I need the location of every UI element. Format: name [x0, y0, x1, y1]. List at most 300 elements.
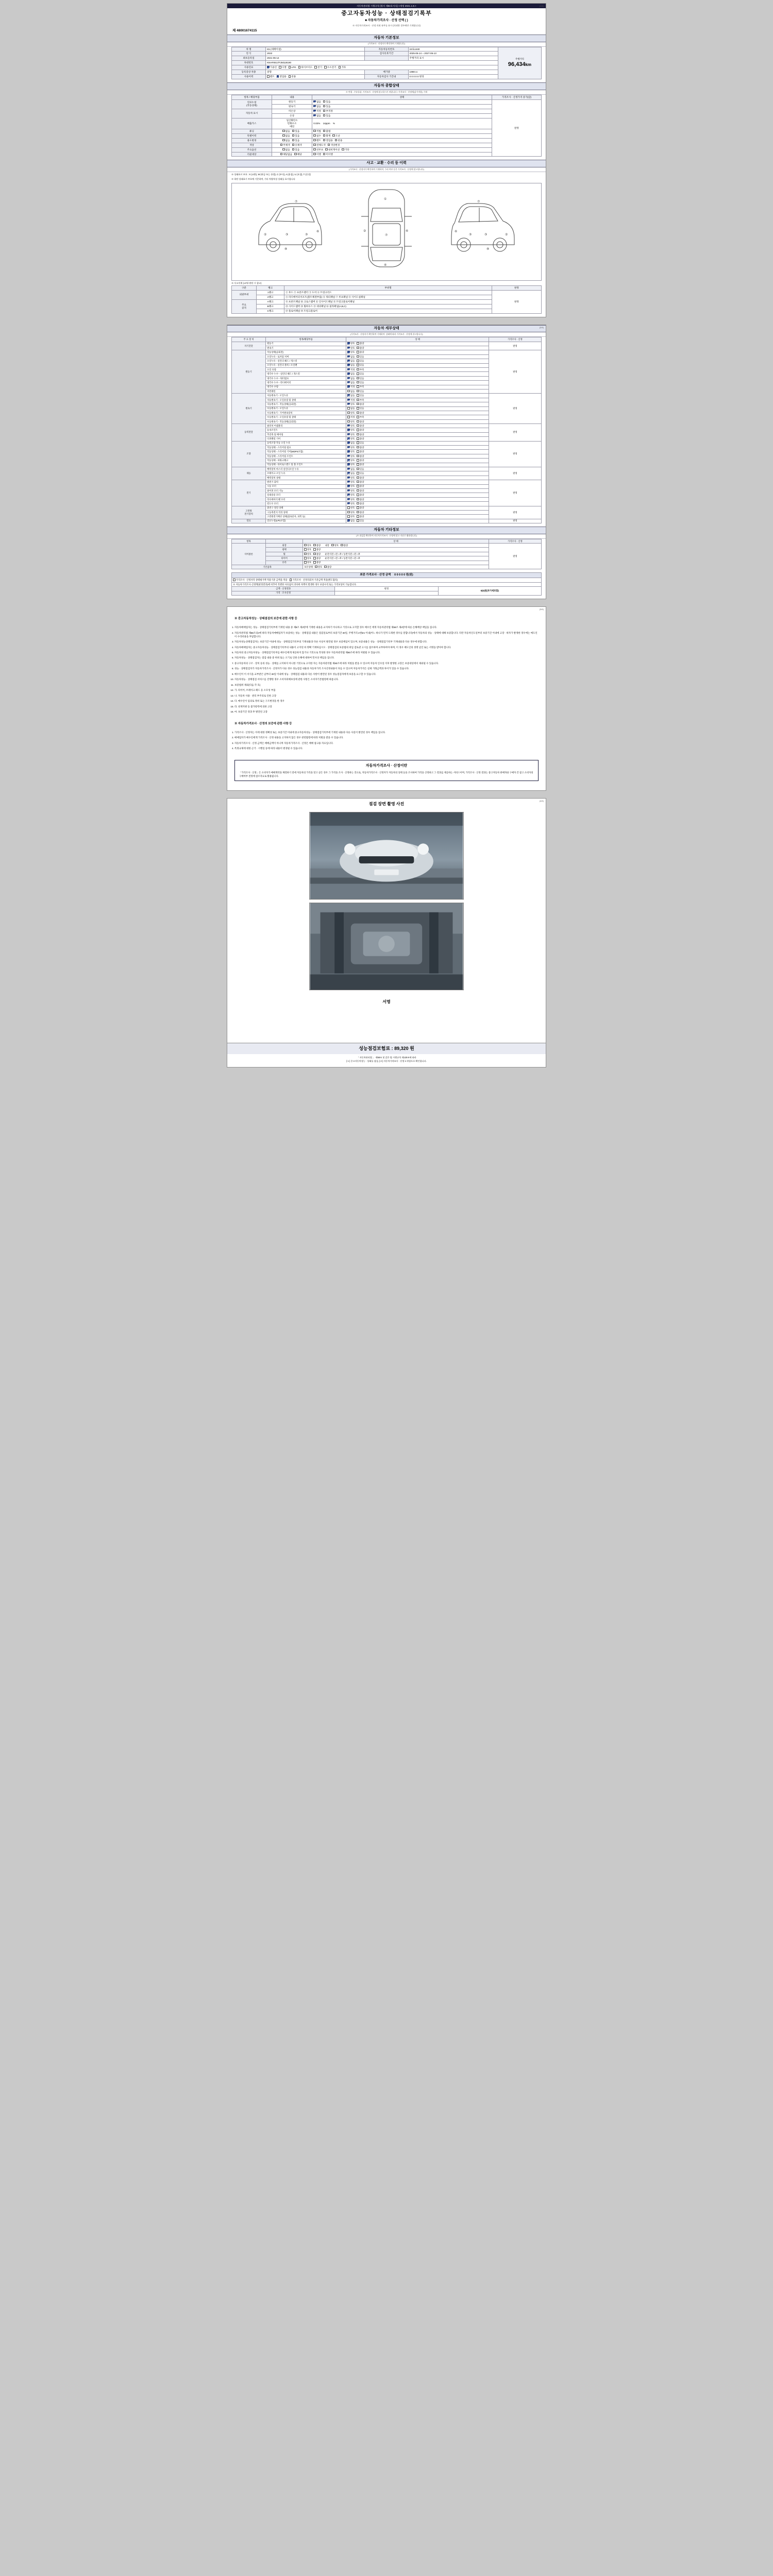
checkbox-icon[interactable] [357, 477, 359, 479]
basic-value-5: 중형 [266, 70, 365, 75]
detail-state[interactable]: 적정 부족 [346, 415, 489, 419]
detail-state[interactable]: 양호 불량 [346, 506, 489, 510]
checkbox-icon[interactable] [292, 134, 295, 137]
overall-row-1-opt-0[interactable]: 적정 부적정 [312, 109, 492, 113]
checkbox-icon[interactable] [357, 433, 359, 436]
svg-text:③: ③ [484, 233, 488, 237]
etc-row-5-k: 기본품목 [232, 565, 303, 569]
checkbox-checked-icon[interactable] [267, 66, 270, 69]
checkbox-icon[interactable] [280, 144, 283, 146]
notice-list-2 [227, 728, 546, 756]
checkbox-icon[interactable] [347, 412, 350, 414]
overall-row-0-opt-1[interactable]: 없음 있음 [312, 104, 492, 109]
checkbox-icon[interactable] [357, 468, 359, 470]
detail-state[interactable]: 없음 있음 [346, 376, 489, 380]
checkbox-icon[interactable] [339, 66, 341, 69]
inspection-photo-front[interactable] [309, 812, 464, 900]
checkbox-checked-icon[interactable] [347, 360, 350, 362]
checkbox-icon[interactable] [357, 399, 359, 401]
checkbox-icon[interactable] [233, 579, 236, 581]
car-side-left-diagram [249, 189, 327, 266]
checkbox-checked-icon[interactable] [347, 459, 350, 462]
detail-group-label: 고전원 전기장치 [232, 506, 266, 519]
detail-item-label: 동력조향 작동 오일 누유 [266, 441, 346, 445]
checkbox-icon[interactable] [357, 425, 359, 427]
detail-state[interactable]: 양호 불량 [346, 437, 489, 441]
basic-label2-6: 자동차검사 기간내 [365, 75, 408, 79]
section-accident-title: 사고 · 교환 · 수리 등 이력 [227, 160, 546, 167]
checkbox-icon[interactable] [282, 139, 285, 142]
detail-item-label: 자동변속기 - 오일유량 및 상태 [266, 398, 346, 402]
basic-label-1: 연 식 [232, 52, 266, 56]
detail-state[interactable]: 양호 불량 [346, 454, 489, 458]
signature-title: 서명 [382, 999, 391, 1005]
mileage-cell [498, 47, 541, 79]
checkbox-icon[interactable] [357, 351, 359, 353]
checkbox-icon[interactable] [357, 347, 359, 349]
frame-head-part: 구분 [232, 285, 257, 290]
overall-row-4-opts[interactable]: 침수 화재 도난 [312, 133, 492, 138]
checkbox-checked-icon[interactable] [347, 385, 350, 388]
checkbox-icon[interactable] [279, 66, 281, 69]
detail-state[interactable]: 적정 부족 [346, 398, 489, 402]
overall-row-5-item[interactable]: 없음 있음 [272, 138, 312, 143]
checkbox-checked-icon[interactable] [347, 433, 350, 436]
document-subtitle: ■ 자동차가격조사 · 산정 선택 ( ) [365, 19, 408, 22]
etc-row-3-v[interactable]: 양호 불량 운전석전 □전 □후 / 동반석전 □전 □후 [303, 556, 489, 561]
price-definition-body: 「가격조사 · 산정」은 소비자가 매매계약을 체결하기 전에 자동차의 가격을 알고 싶은 경우 그 가격을 조사 · 산정하는 것으로, 자동차가격조사 · 산정자가 자동차의 상태 등을 조사하여 가격을 산정하고 그 결과를 제공하는 서비스이며, 가격조사 · 산정 결과는 중고자동차 판매자와 구매자 간 참고 소비자의 구매여부 결정에 참조자료로 활용됩니다. [239, 771, 533, 777]
table-row [232, 519, 542, 523]
detail-group-label: 연료 [232, 519, 266, 523]
checkbox-icon[interactable] [323, 134, 326, 137]
frame-row-0-txt[interactable]: ① 후드 ② 프론트펜더 ③ 도어 ④ 트렁크리드 [284, 290, 492, 295]
form-legal-strip: 자동차관리법 시행규칙 [별지 제82호서식] <개정 2021.1.8.> [227, 4, 546, 8]
checkbox-checked-icon[interactable] [347, 494, 350, 496]
notice-item: 14. 다. 매수인이 임의로 정비 또는 구조변경을 한 경우 [234, 700, 539, 703]
detail-state[interactable]: 양호 불량 [346, 428, 489, 432]
basic-value2-6: 0 0 0 0 0 변경 [408, 75, 498, 79]
checkbox-icon[interactable] [292, 144, 295, 146]
checkbox-icon[interactable] [357, 494, 359, 496]
detail-state[interactable]: 양호 불량 [346, 480, 489, 484]
signature-area[interactable] [227, 1007, 546, 1043]
overall-row-1-item-0: 미손상 [272, 109, 312, 113]
frame-row-2-txt[interactable]: ⑨ 프론트패널 ⑩ 크로스멤버 ⑪ 인사이드패널 ⑫ 트렁크플로어패널 [284, 299, 492, 304]
checkbox-icon[interactable] [357, 463, 359, 466]
frame-head-rank: 랭크 [257, 285, 284, 290]
checkbox-icon[interactable] [267, 75, 270, 78]
frame-row-4-lv: C랭크 [257, 309, 284, 313]
checkbox-checked-icon[interactable] [347, 472, 350, 474]
detail-item-label: 냉각수 누수 - 라디에이터 [266, 381, 346, 385]
checkbox-icon[interactable] [342, 148, 344, 151]
table-row [232, 70, 542, 75]
detail-state[interactable]: 양호 불량 [346, 346, 489, 350]
price-row-1-v [335, 591, 438, 595]
svg-text:②: ② [505, 233, 508, 237]
photo-underbody-svg [310, 903, 463, 990]
checkbox-icon[interactable] [357, 381, 359, 384]
detail-state[interactable]: 없음 있음 [346, 519, 489, 523]
detail-state[interactable]: 양호 불량 [346, 502, 489, 506]
checkbox-icon[interactable] [347, 515, 350, 518]
section-basic-title: 자동차 기본정보 [227, 35, 546, 42]
table-row [232, 47, 542, 52]
frame-row-0-k: 외판부위 [232, 290, 257, 299]
detail-state[interactable]: 없음 있음 [346, 372, 489, 376]
notice-item: 1. 자동차매매업자는 성능 · 상태점검기록부에 기재된 내용 중 제8조 제3항에 기재한 내용을 교지하기 아니하고 거짓으로 고지할 경우 매수인 에게 자동차관리법 제58조 제4항에 따른 손해배상 책임을 집니다. [234, 626, 539, 630]
checkbox-icon[interactable] [357, 519, 359, 522]
notice-item: 16. 마. 보증기간 경과 후 발견된 고장 [234, 710, 539, 714]
basic-value-3: KNAF8S17FJM119190 [266, 61, 498, 65]
etc-row-4-v[interactable]: 양호 불량 [303, 561, 489, 565]
checkbox-checked-icon[interactable] [347, 372, 350, 375]
checkbox-checked-icon[interactable] [347, 485, 350, 487]
checkbox-icon[interactable] [314, 66, 317, 69]
checkbox-icon[interactable] [292, 139, 295, 142]
checkbox-icon[interactable] [357, 450, 359, 453]
checkbox-icon[interactable] [357, 511, 359, 514]
checkbox-checked-icon[interactable] [347, 403, 350, 405]
detail-item-label: 수동변속기 - 기어변속장치 [266, 411, 346, 415]
checkbox-icon[interactable] [357, 355, 359, 358]
page-2 [227, 325, 546, 599]
detail-state[interactable]: 없음 있음 [346, 381, 489, 385]
etc-row-2-v[interactable]: 양호 불량 운전석전 □전 □후 / 동반석전 □전 □후 [303, 552, 489, 556]
detail-state[interactable]: 양호 불량 [346, 432, 489, 436]
checkbox-icon[interactable] [357, 498, 359, 501]
checkbox-icon[interactable] [313, 139, 316, 142]
checkbox-icon[interactable] [357, 377, 359, 380]
checkbox-icon[interactable] [282, 130, 285, 132]
checkbox-checked-icon[interactable] [347, 442, 350, 444]
mileage-label: 주행거리 [515, 58, 524, 61]
detail-item-label: 냉각수 수량 [266, 385, 346, 389]
detail-item-label: 수동변속기 - 오일누유 [266, 406, 346, 411]
checkbox-icon[interactable] [357, 446, 359, 449]
checkbox-icon[interactable] [313, 148, 316, 151]
checkbox-icon[interactable] [335, 139, 338, 142]
checkbox-checked-icon[interactable] [347, 377, 350, 380]
overall-row-2-values[interactable] [312, 118, 492, 129]
basic-value-4: 가솔린 디젤 LPG 하이브리드 전기 수소전기 기타 [266, 65, 498, 70]
notice-item: 6. 자동차성능 · 상태점검자는 점검 내용 중 허위 또는 오기로 인한 손해에 대하여 민사상 책임을 집니다. [234, 656, 539, 660]
frame-row-3-lv: B랭크 [257, 304, 284, 309]
detail-item-label: 구동축전지 격리 상태 [266, 510, 346, 514]
checkbox-icon[interactable] [347, 390, 350, 393]
checkbox-icon[interactable] [357, 364, 359, 366]
inspection-photo-underbody[interactable] [309, 903, 464, 990]
price-summary-select[interactable]: 가격조사 · 산정자격 상태평가액 적용기준 금액을 적용 가격조사 · 산정의뢰자 기준금액 적용(별도협의) [232, 578, 542, 582]
section-overall-title: 자동차 종합상태 [227, 82, 546, 90]
checkbox-icon[interactable] [357, 360, 359, 362]
overall-row-6-opts[interactable]: 전체도색 색상변경 [312, 143, 492, 147]
detail-state[interactable]: 없음 있음 [346, 359, 489, 363]
detail-state[interactable]: 적정 부족 [346, 368, 489, 372]
table-row [232, 99, 542, 104]
detail-state[interactable]: 양호 불량 [346, 450, 489, 454]
checkbox-icon[interactable] [357, 489, 359, 492]
detail-state[interactable]: 양호 불량 [346, 419, 489, 423]
checkbox-icon[interactable] [357, 472, 359, 474]
overall-row-1-opt-1[interactable]: 없음 있음 [312, 113, 492, 118]
checkbox-icon[interactable] [292, 148, 295, 151]
notice-item: 10. 자동차성능 · 상태점검 서비스를 진행한 경우 소비자피해보상에 관한 사항은 소비자기본법령에 따릅니다. [234, 678, 539, 682]
page-title: 중고자동차성능 · 상태점검기록부 [341, 10, 432, 17]
mileage-unit: km [525, 62, 532, 67]
checkbox-checked-icon[interactable] [347, 368, 350, 371]
checkbox-icon[interactable] [357, 459, 359, 462]
overall-row-8-item[interactable]: 해당없음 해당 [272, 152, 312, 157]
overall-row-4-item[interactable]: 없음 있음 [272, 133, 312, 138]
basic-label-3: 차대번호 [232, 61, 266, 65]
checkbox-icon[interactable] [357, 394, 359, 397]
checkbox-icon[interactable] [313, 153, 316, 156]
detail-item-label: 변속기 [266, 346, 346, 350]
car-top-diagram [358, 185, 415, 270]
etc-table [231, 539, 542, 570]
checkbox-icon[interactable] [294, 153, 297, 156]
detail-state[interactable]: 양호 불량 [346, 411, 489, 415]
overall-row-0-item-0: 원동기 [272, 99, 312, 104]
checkbox-icon[interactable] [289, 75, 291, 78]
detail-state[interactable]: 없음 있음 [346, 354, 489, 359]
detail-state[interactable]: 양호 불량 [346, 484, 489, 488]
basic-value2-0: 24로1440 [408, 47, 498, 52]
checkbox-icon[interactable] [347, 506, 350, 509]
price-summary-title-text: 최종 가격조사 · 산정 금액 [360, 573, 391, 577]
checkbox-checked-icon[interactable] [347, 351, 350, 353]
checkbox-icon[interactable] [313, 134, 316, 137]
detail-state[interactable]: 양호 불량 [346, 463, 489, 467]
notice-list-1 [227, 623, 546, 719]
checkbox-checked-icon[interactable] [347, 399, 350, 401]
checkbox-checked-icon[interactable] [347, 381, 350, 384]
checkbox-icon[interactable] [357, 429, 359, 431]
detail-state[interactable]: 양호 불량 [346, 515, 489, 519]
detail-item-label: 클러치 어셈블리 [266, 424, 346, 428]
overall-row-3-item[interactable]: 없음 있음 [272, 129, 312, 133]
checkbox-icon[interactable] [357, 485, 359, 487]
etc-row-5-v[interactable]: 보유상태 양호 불량 [303, 565, 489, 569]
detail-state[interactable]: 적정 부족 [346, 385, 489, 389]
overall-row-0-opt-0[interactable]: 없음 있음 [312, 99, 492, 104]
detail-state[interactable]: 양호 불량 [346, 446, 489, 450]
detail-state[interactable]: 없음 있음 [346, 467, 489, 471]
notice2-item: 4. 특정규제에 대한 근거 · 시행일 등에 따라 내용이 변경될 수 있습니다. [234, 747, 539, 751]
overall-row-5-opts[interactable]: 렌트 영업용 관용 [312, 138, 492, 143]
detail-state[interactable]: 양호 불량 [346, 497, 489, 501]
overall-row-2-items: 일산화탄소 탄화수소 매연 [272, 118, 312, 129]
basic-label2-1: 검사유효기간 [365, 52, 408, 56]
detail-state[interactable]: 없음 있음 [346, 363, 489, 367]
checkbox-icon[interactable] [347, 416, 350, 418]
etc-head-2: 가격조사 · 산정 [489, 539, 541, 543]
detail-state[interactable]: 양호 불량 [346, 510, 489, 514]
car-damage-diagram[interactable] [231, 183, 542, 281]
checkbox-icon[interactable] [357, 442, 359, 444]
frame-row-3-txt[interactable]: ⑬ 사이드멤버 ⑭ 휠하우스 ⑮ 대쉬패널 ⑯ 필라패널(A,B,C) [284, 304, 492, 309]
overall-row-3-opts[interactable]: 적법 불법 [312, 129, 492, 133]
checkbox-checked-icon[interactable] [347, 489, 350, 492]
checkbox-checked-icon[interactable] [347, 437, 350, 440]
checkbox-checked-icon[interactable] [347, 463, 350, 466]
detail-state[interactable]: 없음 있음 [346, 471, 489, 476]
checkbox-icon[interactable] [357, 407, 359, 410]
table-row [232, 350, 542, 354]
basic-value2-5: 1998 cc [408, 70, 498, 75]
etc-row-0-k: 외장 [266, 544, 303, 548]
checkbox-icon[interactable] [328, 144, 330, 146]
detail-item-label: 작동상태 - 스티어링 기어(MDPS포함) [266, 450, 346, 454]
checkbox-icon[interactable] [357, 416, 359, 418]
checkbox-icon[interactable] [323, 153, 326, 156]
checkbox-icon[interactable] [313, 144, 316, 146]
etc-row-0-v[interactable]: 양호 불량 내장 양호 불량 [303, 544, 489, 548]
detail-item-label: 시동 모터 [266, 484, 346, 488]
checkbox-checked-icon[interactable] [347, 455, 350, 457]
checkbox-icon[interactable] [282, 148, 285, 151]
notice-item: 4. 자동차매매업자는 중고자동차성능 · 상태점검기록부의 내용이 고지된 바 명확 기재하십시오 · 상태점검의 보증범위 위임 검토관 고시를 참조하며 교부하여야 하며, 이 경우 매도인의 성명 날인 또는 서명을 받아야 합니다. [234, 646, 539, 650]
svg-text:③: ③ [468, 233, 472, 237]
checkbox-icon[interactable] [347, 407, 350, 410]
etc-head-0: 항목 [232, 539, 266, 543]
checkbox-icon[interactable] [313, 130, 316, 132]
checkbox-checked-icon[interactable] [347, 481, 350, 483]
checkbox-icon[interactable] [347, 511, 350, 514]
checkbox-icon[interactable] [325, 148, 328, 151]
frame-row-4-txt[interactable]: ⑰ 플로어패널 ⑱ 트렁크플로어 [284, 309, 492, 313]
checkbox-icon[interactable] [357, 481, 359, 483]
checkbox-icon[interactable] [347, 420, 350, 423]
checkbox-checked-icon[interactable] [347, 450, 350, 453]
checkbox-checked-icon[interactable] [347, 468, 350, 470]
checkbox-icon[interactable] [289, 66, 291, 69]
detail-judgement: 판정 [489, 519, 541, 523]
svg-text:④: ④ [383, 263, 387, 267]
detail-item-label: 오일 유량 [266, 368, 346, 372]
checkbox-checked-icon[interactable] [347, 498, 350, 501]
checkbox-icon[interactable] [323, 130, 326, 132]
checkbox-checked-icon[interactable] [347, 425, 350, 427]
checkbox-checked-icon[interactable] [347, 446, 350, 449]
checkbox-icon[interactable] [357, 403, 359, 405]
detail-state[interactable]: 양호 불량 [346, 350, 489, 354]
checkbox-checked-icon[interactable] [347, 364, 350, 366]
table-row [232, 582, 542, 586]
detail-state[interactable]: 양호 불량 [346, 424, 489, 428]
detail-judgement: 판정 [489, 394, 541, 424]
car-side-right-diagram [446, 189, 524, 266]
detail-item-label: 자동변속기 - 작동상태(공회전) [266, 402, 346, 406]
checkbox-checked-icon[interactable] [277, 75, 279, 78]
checkbox-icon[interactable] [357, 390, 359, 393]
detail-state[interactable]: 양호 불량 [346, 488, 489, 493]
detail-state[interactable]: 양호 불량 [346, 342, 489, 346]
checkbox-checked-icon[interactable] [347, 347, 350, 349]
checkbox-icon[interactable] [357, 420, 359, 423]
overall-head-1: 상태 [312, 95, 492, 99]
detail-head-1: 항목/해당부품 [266, 337, 346, 342]
detail-state[interactable]: 없음 있음 [346, 389, 489, 393]
checkbox-checked-icon[interactable] [347, 394, 350, 397]
detail-state[interactable]: 없음 있음 [346, 406, 489, 411]
detail-state[interactable]: 양호 불량 [346, 402, 489, 406]
document-number: 제 48001674115 [232, 28, 257, 32]
checkbox-icon[interactable] [357, 437, 359, 440]
checkbox-checked-icon[interactable] [347, 342, 350, 345]
overall-row-5-name: 용도변경 [232, 138, 272, 143]
checkbox-icon[interactable] [290, 579, 292, 581]
detail-state[interactable]: 양호 불량 [346, 459, 489, 463]
overall-row-8-opts[interactable]: 이행 미이행 [312, 152, 492, 157]
overall-row-7-opts[interactable]: 선루프 내비게이션 기타 [312, 147, 492, 152]
checkbox-icon[interactable] [292, 130, 295, 132]
footer-line-2: [ 1 ] 중고자동차성능 · 상태를 점검, [ 2 ] 자동차가격조사 · 산정 1 바랍으로 확인합니다. [346, 1059, 427, 1062]
table-header-row [232, 95, 542, 99]
checkbox-checked-icon[interactable] [347, 519, 350, 522]
basic-value2-1: 2025-05-14 ~ 2027-05-13 [408, 52, 498, 56]
checkbox-icon[interactable] [323, 139, 326, 142]
frame-rank-table [231, 285, 542, 314]
checkbox-icon[interactable] [357, 412, 359, 414]
detail-item-label: 작동상태 - 파워크랭크 [266, 459, 346, 463]
checkbox-checked-icon[interactable] [347, 429, 350, 431]
checkbox-icon[interactable] [357, 368, 359, 371]
price-summary-title [232, 573, 542, 578]
page-tag-3: (3/4) [539, 607, 544, 611]
checkbox-icon[interactable] [280, 153, 283, 156]
checkbox-checked-icon[interactable] [347, 355, 350, 358]
svg-text:⑥: ⑥ [454, 230, 458, 234]
table-row [232, 342, 542, 346]
checkbox-icon[interactable] [282, 134, 285, 137]
table-row [232, 65, 542, 70]
checkbox-icon[interactable] [357, 372, 359, 375]
photo-front-svg [310, 812, 463, 899]
detail-group-label: 조향 [232, 441, 266, 467]
svg-text:①: ① [383, 197, 387, 201]
overall-row-7-item[interactable]: 없음 있음 [272, 147, 312, 152]
photos-title: 점검 장면 촬영 사진 [368, 802, 405, 807]
price-big-value: 0(0)원(부가세포함) [438, 587, 541, 596]
detail-state[interactable]: 양호 불량 [346, 476, 489, 480]
document-subtitle-note: ※ 자동차가격조사 · 산정 의뢰 유무를 표시 (의뢰한 경우에만 기재합니다) [352, 24, 421, 27]
detail-state[interactable]: 없음 있음 [346, 394, 489, 398]
checkbox-checked-icon[interactable] [347, 477, 350, 479]
checkbox-icon[interactable] [357, 342, 359, 345]
etc-row-1-v[interactable]: 양호 불량 [303, 548, 489, 552]
checkbox-icon[interactable] [324, 66, 327, 69]
checkbox-icon[interactable] [357, 385, 359, 388]
detail-state[interactable]: 없음 있음 [346, 441, 489, 445]
checkbox-icon[interactable] [357, 455, 359, 457]
checkbox-icon[interactable] [332, 134, 335, 137]
page-tag-1: (1/4) [539, 5, 544, 7]
checkbox-icon[interactable] [357, 506, 359, 509]
checkbox-checked-icon[interactable] [347, 502, 350, 505]
checkbox-icon[interactable] [357, 515, 359, 518]
detail-judgement: 판정 [489, 480, 541, 506]
checkbox-icon[interactable] [357, 502, 359, 505]
detail-item-label: 오일누유 - 로커암 커버 [266, 354, 346, 359]
detail-state[interactable]: 양호 불량 [346, 493, 489, 497]
checkbox-icon[interactable] [298, 66, 301, 69]
notice-item: 7. 중고자동차의 구조 · 장치 등의 성능 · 상태를 고지하지 아니한 거짓으로 고지한 자는 자동차관리법 제80조에 따라 처벌을 받을 수 있으며 자동차 인수일 이후 발생한 고장은 보증대상에서 제외될 수 있습니다. [234, 662, 539, 666]
overall-row-8-name: 리콜대상 [232, 152, 272, 157]
overall-row-6-item[interactable]: 무채색 유채색 [272, 143, 312, 147]
frame-row-1-txt[interactable]: ⑤ 라디에이터서포트(볼트체결부품) ⑥ 쿼터패널 ⑦ 루프패널 ⑧ 사이드실패널 [284, 295, 492, 299]
